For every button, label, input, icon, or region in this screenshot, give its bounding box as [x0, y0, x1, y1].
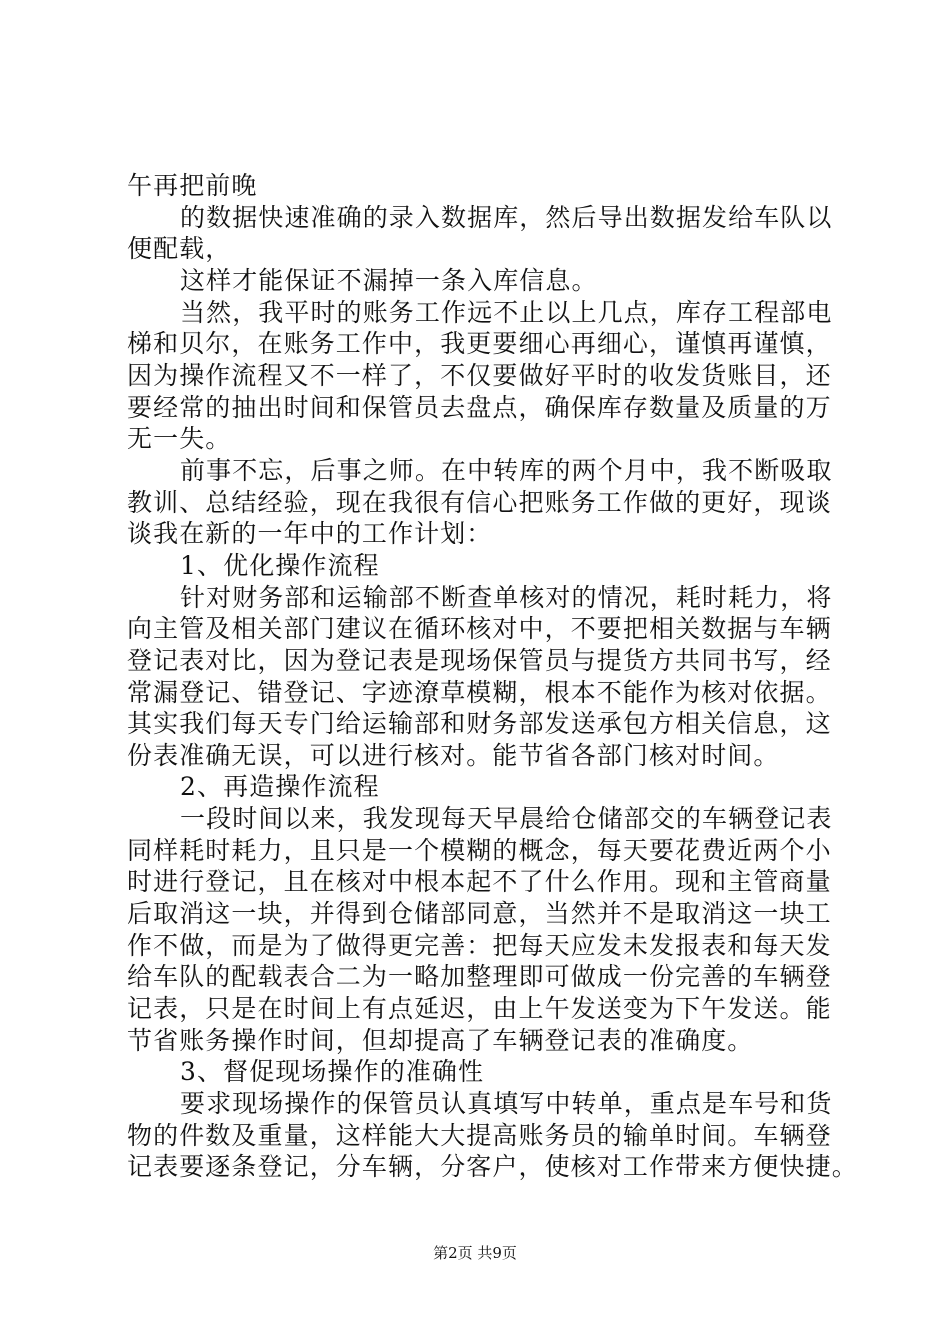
text-line: 针对财务部和运输部不断查单核对的情况，耗时耗力，将 — [180, 582, 833, 612]
text-line: 午再把前晚 — [127, 171, 258, 200]
text-line: 1、优化操作流程 — [180, 550, 380, 580]
text-line: 便配载， — [127, 234, 232, 264]
text-line: 后取消这一块，并得到仓储部同意，当然并不是取消这一块工 — [127, 899, 832, 929]
text-line: 要经常的抽出时间和保管员去盘点，确保库存数量及质量的万 — [127, 392, 832, 422]
text-line: 3、督促现场操作的准确性 — [180, 1057, 485, 1087]
text-line: 同样耗时耗力，且只是一个模糊的概念，每天要花费近两个小 — [127, 835, 832, 865]
text-line: 物的件数及重量，这样能大大提高账务员的输单时间。车辆登 — [127, 1120, 832, 1150]
text-line: 要求现场操作的保管员认真填写中转单，重点是车号和货 — [180, 1089, 833, 1119]
text-line: 教训、总结经验，现在我很有信心把账务工作做的更好，现谈 — [127, 487, 832, 517]
text-line: 向主管及相关部门建议在循环核对中，不要把相关数据与车辆 — [127, 614, 832, 644]
text-line: 梯和贝尔，在账务工作中，我更要细心再细心，谨慎再谨慎， — [127, 329, 832, 359]
text-line: 份表准确无误，可以进行核对。能节省各部门核对时间。 — [127, 740, 780, 770]
text-line: 这样才能保证不漏掉一条入库信息。 — [180, 265, 598, 295]
text-line: 谈我在新的一年中的工作计划： — [127, 519, 493, 549]
text-line: 节省账务操作时间，但却提高了车辆登记表的准确度。 — [127, 1025, 754, 1055]
text-line: 因为操作流程又不一样了，不仅要做好平时的收发货账目，还 — [127, 360, 832, 390]
page-footer: 第2页 共9页 — [433, 1244, 517, 1262]
text-line: 当然，我平时的账务工作远不止以上几点，库存工程部电 — [180, 297, 833, 327]
document-body — [127, 170, 858, 1183]
text-line: 时进行登记，且在核对中根本起不了什么作用。现和主管商量 — [127, 867, 832, 897]
text-line: 常漏登记、错登记、字迹潦草模糊，根本不能作为核对依据。 — [127, 677, 832, 707]
text-line: 2、再造操作流程 — [180, 772, 380, 802]
text-line: 的数据快速准确的录入数据库，然后导出数据发给车队以 — [180, 202, 833, 232]
text-line: 无一失。 — [127, 424, 232, 454]
text-line: 登记表对比，因为登记表是现场保管员与提货方共同书写，经 — [127, 645, 832, 675]
text-line: 作不做，而是为了做得更完善：把每天应发未发报表和每天发 — [127, 930, 832, 960]
text-line: 记表要逐条登记，分车辆，分客户，使核对工作带来方便快捷。 — [127, 1152, 858, 1182]
text-line: 给车队的配载表合二为一略加整理即可做成一份完善的车辆登 — [127, 962, 832, 992]
text-line: 前事不忘，后事之师。在中转库的两个月中，我不断吸取 — [180, 455, 833, 485]
text-line: 其实我们每天专门给运输部和财务部发送承包方相关信息，这 — [127, 709, 832, 739]
text-line: 一段时间以来，我发现每天早晨给仓储部交的车辆登记表 — [180, 804, 833, 834]
text-line: 记表，只是在时间上有点延迟，由上午发送变为下午发送。能 — [127, 994, 832, 1024]
